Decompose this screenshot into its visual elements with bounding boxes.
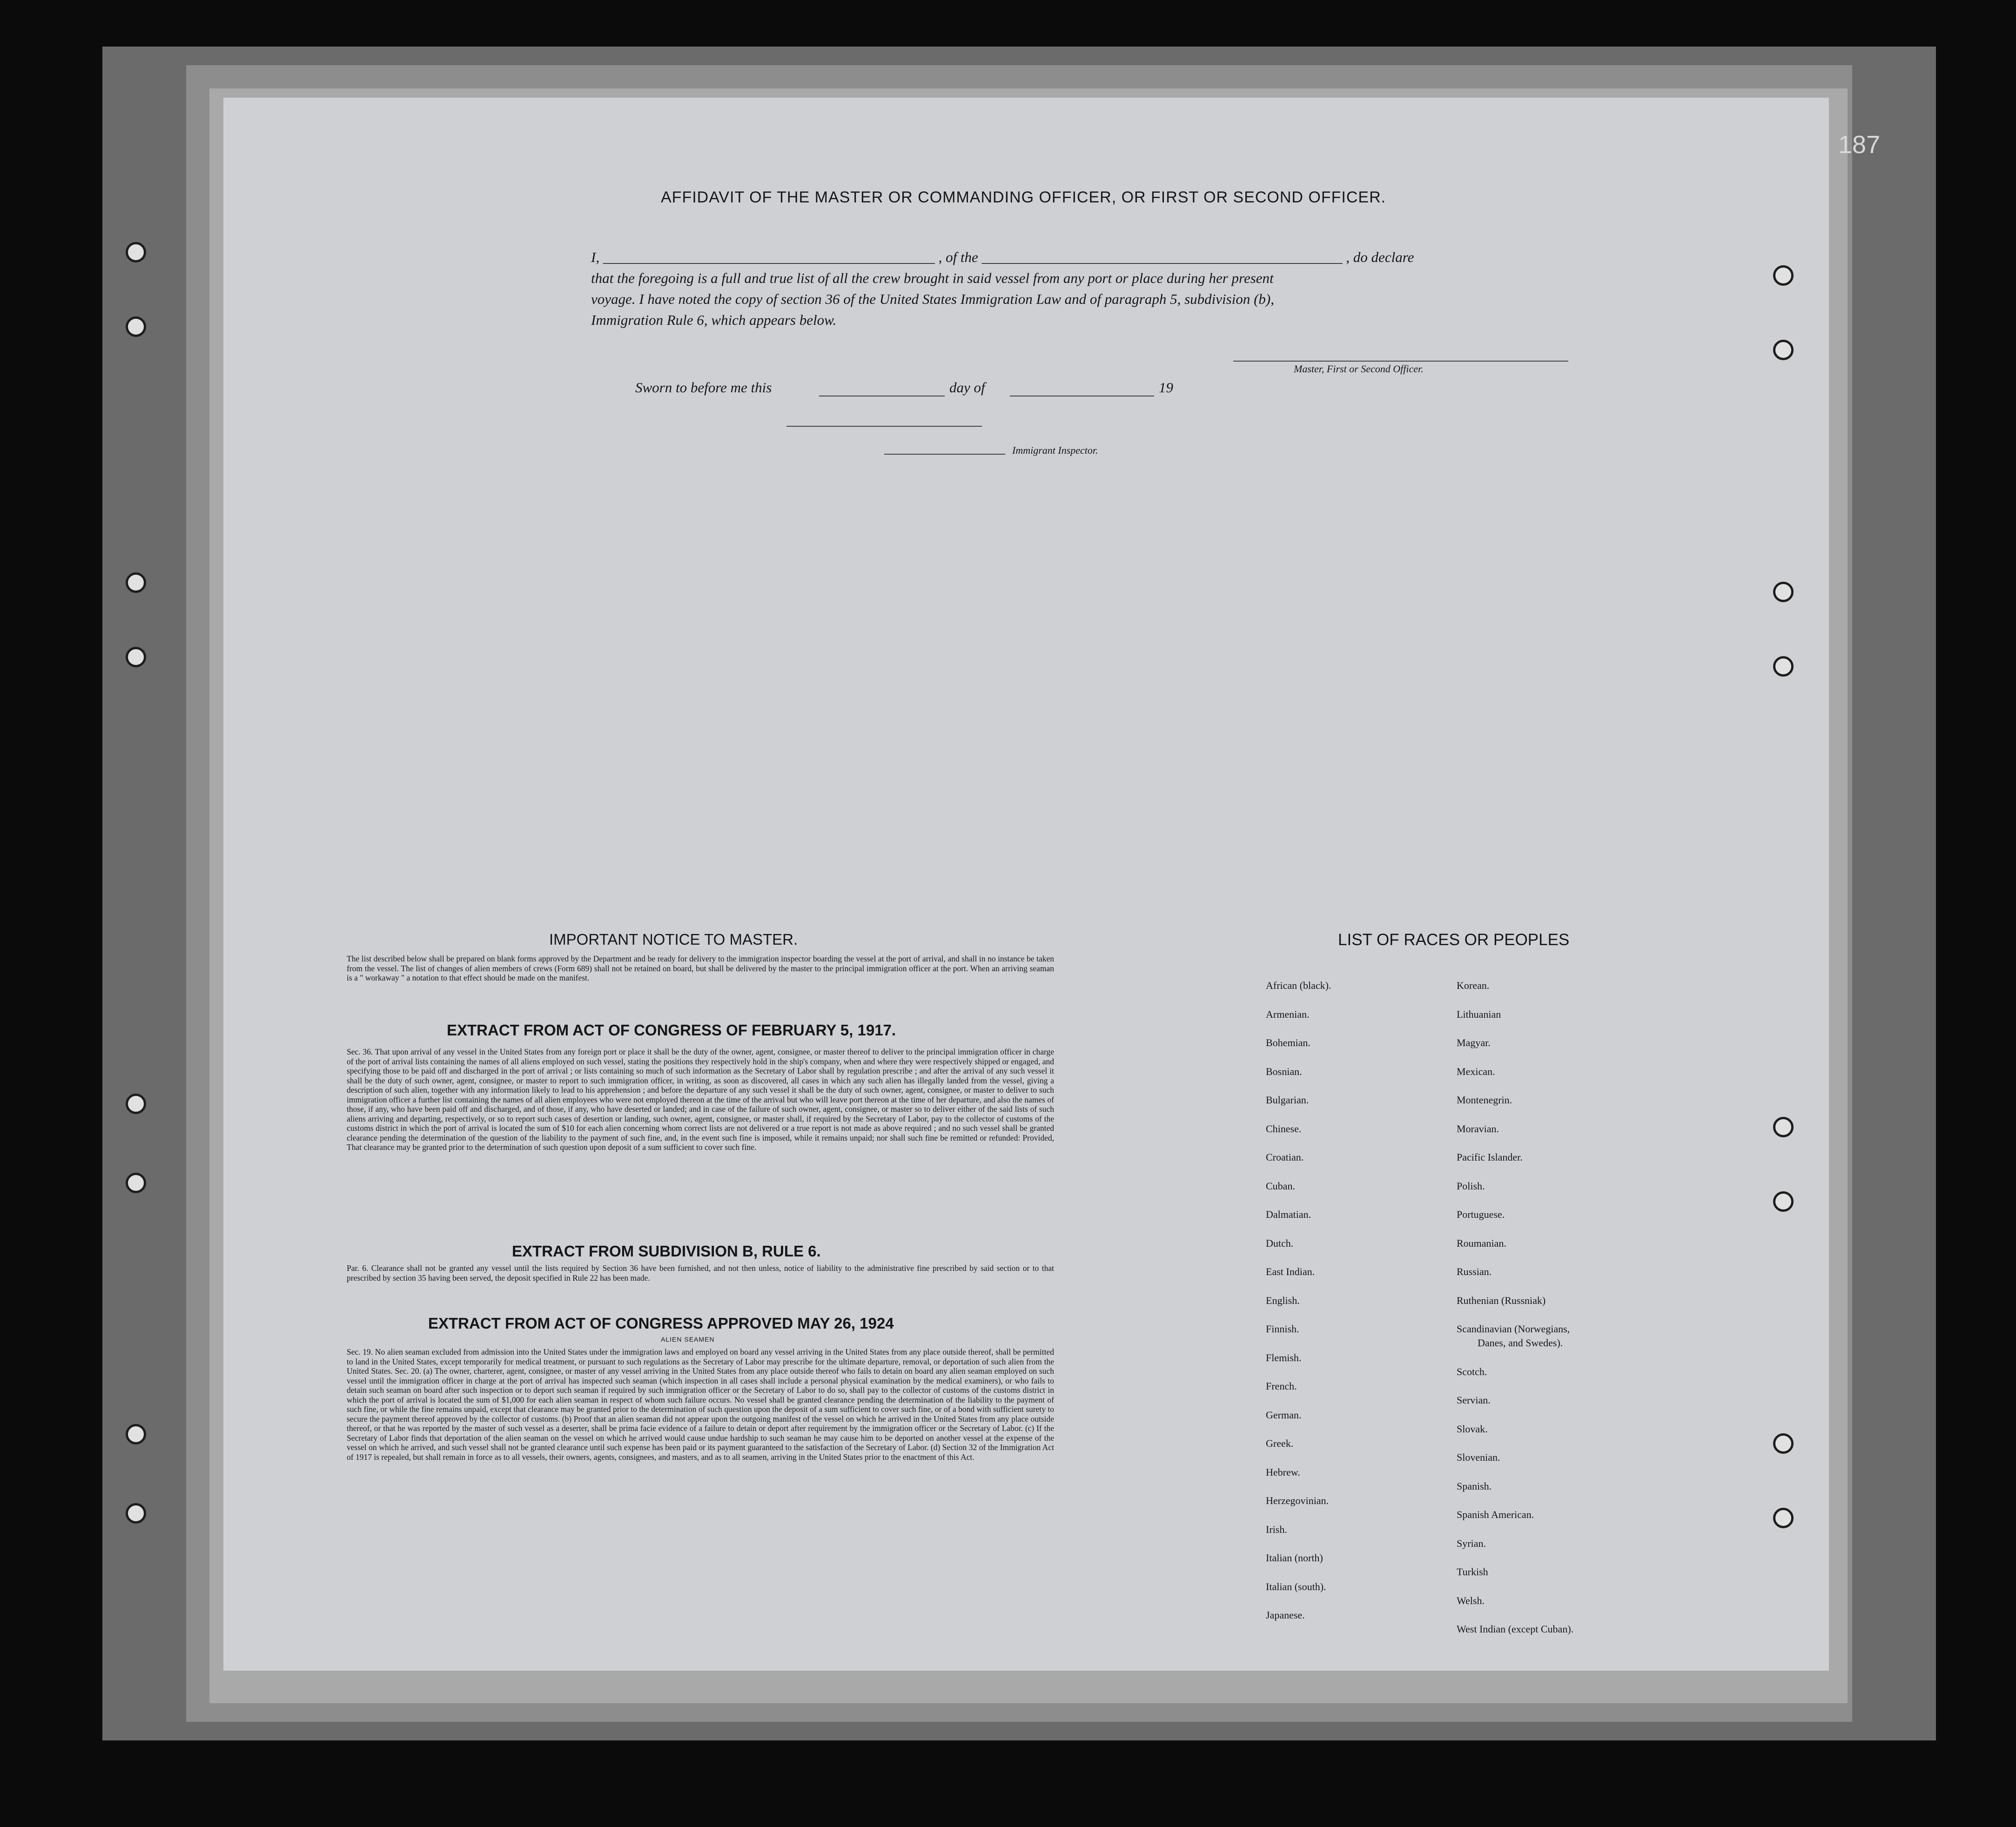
race-entry: Finnish. (1266, 1323, 1299, 1335)
page-hole (1773, 265, 1794, 286)
race-entry: Irish. (1266, 1523, 1287, 1535)
affidavit-statement-line: that the foregoing is a full and true list of all the crew brought in said vessel from any port or place during her present (591, 270, 1274, 286)
races-list-title: LIST OF RACES OR PEOPLES (1338, 931, 1570, 949)
act-1924-title: EXTRACT FROM ACT OF CONGRESS APPROVED MAY 26, 1924 (428, 1315, 894, 1332)
inspector-signature-line (786, 426, 982, 427)
race-entry: Servian. (1457, 1394, 1491, 1406)
page-hole (1773, 1191, 1794, 1212)
race-entry: Pacific Islander. (1457, 1151, 1523, 1163)
race-entry: Armenian. (1266, 1008, 1310, 1020)
alien-seamen-subtitle: ALIEN SEAMEN (661, 1336, 715, 1343)
race-entry: Portuguese. (1457, 1209, 1505, 1220)
affidavit-statement-line: Immigration Rule 6, which appears below. (591, 312, 837, 328)
race-entry: Hebrew. (1266, 1466, 1300, 1478)
page-hole (1773, 1433, 1794, 1454)
race-entry: Italian (south). (1266, 1580, 1326, 1592)
race-entry: East Indian. (1266, 1266, 1315, 1277)
binder-hole (126, 1173, 146, 1193)
race-entry: Spanish American. (1457, 1509, 1534, 1520)
race-entry: Danes, and Swedes). (1478, 1337, 1563, 1349)
page-hole (1773, 656, 1794, 677)
binder-hole (126, 572, 146, 593)
race-entry: Japanese. (1266, 1609, 1305, 1621)
race-entry: Magyar. (1457, 1037, 1491, 1048)
race-entry: Syrian. (1457, 1537, 1486, 1549)
race-entry: Korean. (1457, 980, 1490, 991)
page-hole (1773, 582, 1794, 602)
binder-hole (126, 242, 146, 262)
race-entry: Welsh. (1457, 1594, 1485, 1606)
race-entry: Moravian. (1457, 1122, 1499, 1135)
paragraph-6-text: Par. 6. Clearance shall not be granted any vessel until the lists required by Section 36 have been furnished, and not then unless, notice of liability to the administrative fine prescribed by said section or to that prescribed by section 35 having been served, the deposit specified in Rule 22 has been made. (347, 1263, 1054, 1283)
race-entry: Italian (north) (1266, 1552, 1323, 1564)
inspector-line (884, 454, 1005, 455)
race-entry: Roumanian. (1457, 1237, 1506, 1249)
sworn-text: Sworn to before me this (635, 379, 772, 396)
race-entry: Croatian. (1266, 1151, 1304, 1163)
page-hole (1773, 340, 1794, 360)
race-entry: Spanish. (1457, 1480, 1492, 1492)
affidavit-statement-line: voyage. I have noted the copy of section 36 of the United States Immigration Law and of paragraph 5, subdivision (b), (591, 291, 1274, 307)
race-entry: Dutch. (1266, 1237, 1294, 1249)
affidavit-declaration-line: I, ______________________________________________ , of the __________________________________________________ , do declare (591, 249, 1414, 265)
binder-hole (126, 1094, 146, 1114)
signature-line (1233, 361, 1568, 362)
race-entry: Mexican. (1457, 1065, 1495, 1077)
signature-caption: Master, First or Second Officer. (1294, 363, 1424, 375)
race-entry: Turkish (1457, 1566, 1488, 1578)
act-1917-title: EXTRACT FROM ACT OF CONGRESS OF FEBRUARY 5, 1917. (447, 1021, 896, 1039)
binder-hole (126, 1424, 146, 1444)
affidavit-title: AFFIDAVIT OF THE MASTER OR COMMANDING OFFICER, OR FIRST OR SECOND OFFICER. (661, 188, 1386, 206)
manifest-page (223, 98, 1829, 1671)
race-entry: Scotch. (1457, 1365, 1487, 1377)
binder-hole (126, 647, 146, 667)
race-entry: Scandinavian (Norwegians, (1457, 1323, 1570, 1335)
race-entry: Russian. (1457, 1266, 1492, 1277)
inspector-caption: Immigrant Inspector. (1012, 444, 1098, 456)
race-entry: Greek. (1266, 1437, 1294, 1449)
section-36-text: Sec. 36. That upon arrival of any vessel in the United States from any foreign port or place it shall be the duty of the owner, agent, consignee, or master thereof to deliver to the principal immigration officer in charge of the port of arrival lists containing the names of all aliens employed on such vessel, stating the positions they respectively hold in the ship's company, when and where they were respectively shipped or engaged, and specifying those to be paid off and discharged in the port of arrival ; or lists containing so much of such information as the Secretary of Labor shall by regulation prescribe ; and after the arrival of any such vessel it shall be the duty of such owner, agent, consignee, or master to report to such immigration officer, in writing, as soon as discovered, all cases in which any such alien has illegally landed from the vessel, giving a description of such alien, together with any information likely to lead to his apprehension ; and before the departure of any such vessel it shall be the duty of such owner, agent, consignee, or master to deliver to such immigration officer a further list containing the names of all alien employees who were not employed thereon at the time of the arrival but who will leave port thereon at the time of her departure, and also the names of those, if any, who have been paid off and discharged, and of those, if any, who have deserted or landed; and in case of the failure of such owner, agent, consignee, or master so to deliver either of the said lists of such aliens arriving and departing, respectively, or so to report such cases of desertion or landing, such owner, agent, consignee, or master shall, if required by the Secretary of Labor, pay to the collector of customs of the customs district in which the port of arrival is located the sum of $10 for each alien concerning whom correct lists are not delivered or a true report is not made as above required ; and no such vessel shall be granted clearance pending the determination of the question of the liability to the payment of such fine, and, in the event such fine is imposed, while it remains unpaid; nor shall such fine be remitted or refunded: Provided, That clearance may be granted prior to the determination of such question upon deposit of a sum sufficient to cover such fine. (347, 1047, 1054, 1152)
race-entry: Dalmatian. (1266, 1209, 1311, 1220)
page-hole (1773, 1117, 1794, 1137)
race-entry: Chinese. (1266, 1122, 1302, 1135)
race-entry: Ruthenian (Russniak) (1457, 1294, 1546, 1306)
sworn-day-label: day of (949, 379, 985, 396)
page-hole (1773, 1508, 1794, 1528)
sections-19-20-text: Sec. 19. No alien seaman excluded from admission into the United States under the immigration laws and employed on board any vessel arriving in the United States from any place outside thereof, shall be permitted to land in the United States, except temporarily for medical treatment, or pursuant to such regulations as the Secretary of Labor may prescribe for the ultimate departure, removal, or deportation of such alien from the United States. Sec. 20. (a) The owner, charterer, agent, consignee, or master of any vessel arriving in the United States from any place outside thereof who fails to detain on board any alien seaman employed on such vessel until the immigration officer in charge at the port of arrival has inspected such seaman (which inspection in all cases shall include a personal physical examination by the medical examiners), or who fails to detain such seaman on board after such inspection or to deport such seaman if required by such immigration officer or the Secretary of Labor to do so, shall pay to the collector of customs of the customs district in which the port of arrival is located the sum of $1,000 for each alien seaman in respect of whom such failure occurs. No vessel shall be granted clearance pending the determination of the liability to the payment of such fine, or while the fine remains unpaid, except that clearance may be granted prior to the determination of such question upon the deposit of a sum sufficient to cover such fine, or of a bond with sufficient surety to secure the payment thereof approved by the collector of customs. (b) Proof that an alien seaman did not appear upon the outgoing manifest of the vessel on which he arrived in the United States from any place outside thereof, or that he was reported by the master of such vessel as a deserter, shall be prima facie evidence of a failure to detain or deport after requirement by the immigration officer or the Secretary of Labor. (c) If the Secretary of Labor finds that deportation of the alien seaman on the vessel on which he arrived would cause undue hardship to such seaman he may cause him to be deported on another vessel at the expense of the vessel on which he arrived, and such vessel shall not be granted clearance until such expense has been paid or its payment guaranteed to the satisfaction of the Secretary of Labor. (d) Section 32 of the Immigration Act of 1917 is repealed, but shall remain in force as to all vessels, their owners, agents, consignees, and masters, and as to all seamen, arriving in the United States prior to the enactment of this Act. (347, 1347, 1054, 1462)
subdivision-b-title: EXTRACT FROM SUBDIVISION B, RULE 6. (512, 1243, 821, 1260)
race-entry: African (black). (1266, 980, 1331, 991)
race-entry: Bosnian. (1266, 1065, 1302, 1077)
page-number: 187 (1838, 131, 1881, 159)
binder-hole (126, 316, 146, 337)
race-entry: West Indian (except Cuban). (1457, 1623, 1574, 1635)
race-entry: Polish. (1457, 1180, 1485, 1192)
race-entry: Slovenian. (1457, 1451, 1500, 1463)
race-entry: Montenegrin. (1457, 1094, 1512, 1106)
notice-title: IMPORTANT NOTICE TO MASTER. (549, 931, 798, 948)
race-entry: Herzegovinian. (1266, 1495, 1329, 1506)
binder-hole (126, 1503, 146, 1524)
race-entry: Bohemian. (1266, 1037, 1310, 1048)
race-entry: Lithuanian (1457, 1008, 1501, 1020)
race-entry: Flemish. (1266, 1351, 1302, 1364)
race-entry: Bulgarian. (1266, 1094, 1309, 1106)
notice-body: The list described below shall be prepared on blank forms approved by the Department and be ready for delivery to the immigration inspector boarding the vessel at the port of arrival, and shall in no instance be taken from the vessel. The list of changes of alien members of crews (Form 689) shall not be retained on board, but shall be delivered by the master to the principal immigration officer at the port. When an arriving seaman is a " workaway " a notation to that effect should be made on the manifest. (347, 954, 1054, 982)
race-entry: Cuban. (1266, 1180, 1295, 1192)
race-entry: Slovak. (1457, 1423, 1488, 1435)
race-entry: German. (1266, 1409, 1302, 1421)
race-entry: French. (1266, 1380, 1297, 1392)
sworn-year-label: 19 (1159, 379, 1173, 396)
race-entry: English. (1266, 1294, 1300, 1306)
